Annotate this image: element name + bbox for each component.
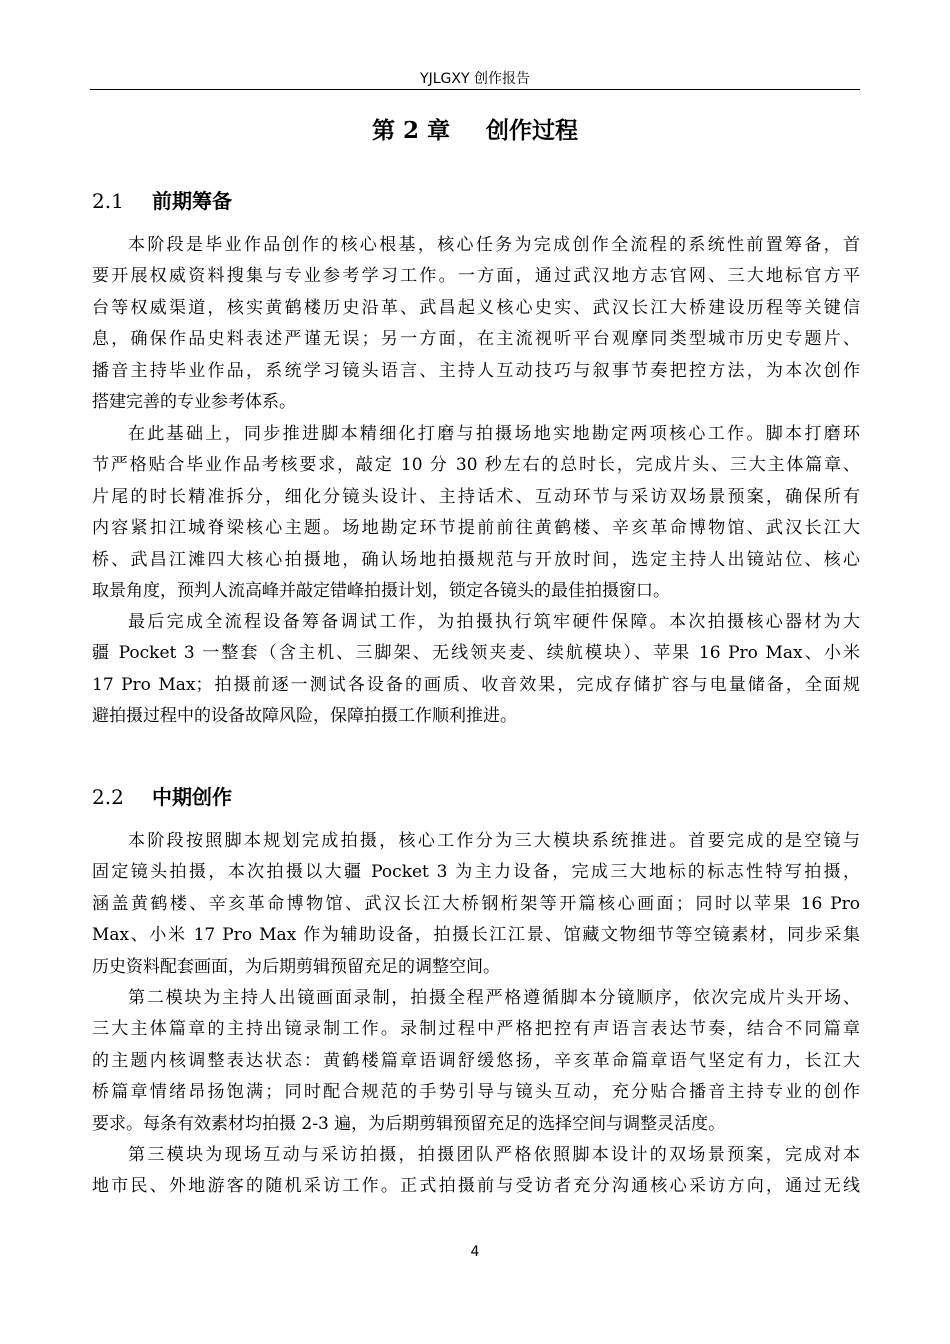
page-number: 4 xyxy=(470,1244,480,1260)
section-heading xyxy=(92,783,232,811)
text-line: 第二模块为主持人出镜画面录制，拍摄全程严格遵循脚本分镜顺序，依次完成片头开场、 xyxy=(128,988,860,1008)
text-line: 播音主持毕业作品，系统学习镜头语言、主持人互动技巧与叙事节奏把控方法，为本次创作 xyxy=(92,360,860,381)
text-line: 要开展权威资料搜集与专业参考学习工作。一方面，通过武汉地方志官网、三大地标官方平 xyxy=(92,266,860,287)
text-line: 最后完成全流程设备筹备调试工作，为拍摄执行筑牢硬件保障。本次拍摄核心器材为大 xyxy=(128,612,860,632)
running-header: YJLGXY 创作报告 xyxy=(420,71,530,87)
chapter-name: 创作过程 xyxy=(486,117,579,144)
section-number: 2.2 xyxy=(92,785,124,809)
paragraph xyxy=(92,826,860,983)
text-line: 内容紧扣江城脊梁核心主题。场地勘定环节提前前往黄鹤楼、辛亥革命博物馆、武汉长江大 xyxy=(92,518,860,539)
text-line: Max、小米 17 Pro Max 作为辅助设备，拍摄长江江景、馆藏文物细节等空镜素材，同步采集 xyxy=(92,925,860,946)
chapter-number: 第 2 章 xyxy=(371,117,451,144)
section-heading xyxy=(92,187,232,215)
paragraph xyxy=(92,230,860,418)
text-line: 历史资料配套画面，为后期剪辑预留充足的调整空间。 xyxy=(92,956,500,977)
text-line: 搭建完善的专业参考体系。 xyxy=(92,391,296,412)
text-line: 节严格贴合毕业作品考核要求，敲定 10 分 30 秒左右的总时长，完成片头、三大主体篇章、 xyxy=(92,455,860,476)
section-title: 中期创作 xyxy=(152,785,232,809)
header-rule xyxy=(90,89,860,90)
paragraph xyxy=(92,1140,860,1203)
text-line: 取景角度，预判人流高峰并敲定错峰拍摄计划，锁定各镜头的最佳拍摄窗口。 xyxy=(92,580,670,601)
text-line: 固定镜头拍摄，本次拍摄以大疆 Pocket 3 为主力设备，完成三大地标的标志性特写拍摄， xyxy=(92,862,860,883)
paragraph xyxy=(92,983,860,1140)
text-line: 息，确保作品史料表述严谨无误；另一方面，在主流视听平台观摩同类型城市历史专题片、 xyxy=(92,329,860,350)
text-line: 本阶段按照脚本规划完成拍摄，核心工作分为三大模块系统推进。首要完成的是空镜与 xyxy=(128,831,860,851)
text-line: 避拍摄过程中的设备故障风险，保障拍摄工作顺利推进。 xyxy=(92,706,517,727)
text-line: 要求。每条有效素材均拍摄 2-3 遍，为后期剪辑预留充足的选择空间与调整灵活度。 xyxy=(92,1113,726,1134)
text-line: 在此基础上，同步推进脚本精细化打磨与拍摄场地实地勘定两项核心工作。脚本打磨环 xyxy=(128,424,860,444)
text-line: 本阶段是毕业作品创作的核心根基，核心任务为完成创作全流程的系统性前置筹备，首 xyxy=(128,235,860,255)
text-line: 涵盖黄鹤楼、辛亥革命博物馆、武汉长江大桥钢桁架等开篇核心画面；同时以苹果 16 Pro xyxy=(92,893,860,914)
text-line: 第三模块为现场互动与采访拍摄，拍摄团队严格依照脚本设计的双场景预案，完成对本 xyxy=(128,1145,860,1165)
section-number: 2.1 xyxy=(92,189,124,213)
text-line: 台等权威渠道，核实黄鹤楼历史沿革、武昌起义核心史实、武汉长江大桥建设历程等关键信 xyxy=(92,297,860,318)
text-line: 17 Pro Max；拍摄前逐一测试各设备的画质、收音效果，完成存储扩容与电量储备，全面规 xyxy=(92,674,860,695)
text-line: 的主题内核调整表达状态：黄鹤楼篇章语调舒缓悠扬，辛亥革命篇章语气坚定有力，长江大 xyxy=(92,1050,860,1071)
chapter-title xyxy=(90,115,860,147)
text-line: 疆 Pocket 3 一整套（含主机、三脚架、无线领夹麦、续航模块）、苹果 16 Pro Max、小米 xyxy=(92,643,860,664)
text-line: 桥篇章情绪昂扬饱满；同时配合规范的手势引导与镜头互动，充分贴合播音主持专业的创作 xyxy=(92,1082,860,1103)
paragraph xyxy=(92,607,860,733)
text-line: 三大主体篇章的主持出镜录制工作。录制过程中严格把控有声语言表达节奏，结合不同篇章 xyxy=(92,1019,860,1040)
paragraph xyxy=(92,419,860,607)
text-line: 地市民、外地游客的随机采访工作。正式拍摄前与受访者充分沟通核心采访方向，通过无线 xyxy=(92,1176,860,1197)
text-line: 片尾的时长精准拆分，细化分镜头设计、主持话术、互动环节与采访双场景预案，确保所有 xyxy=(92,486,860,507)
section-title: 前期筹备 xyxy=(152,189,232,213)
text-line: 桥、武昌江滩四大核心拍摄地，确认场地拍摄规范与开放时间，选定主持人出镜站位、核心 xyxy=(92,549,860,570)
